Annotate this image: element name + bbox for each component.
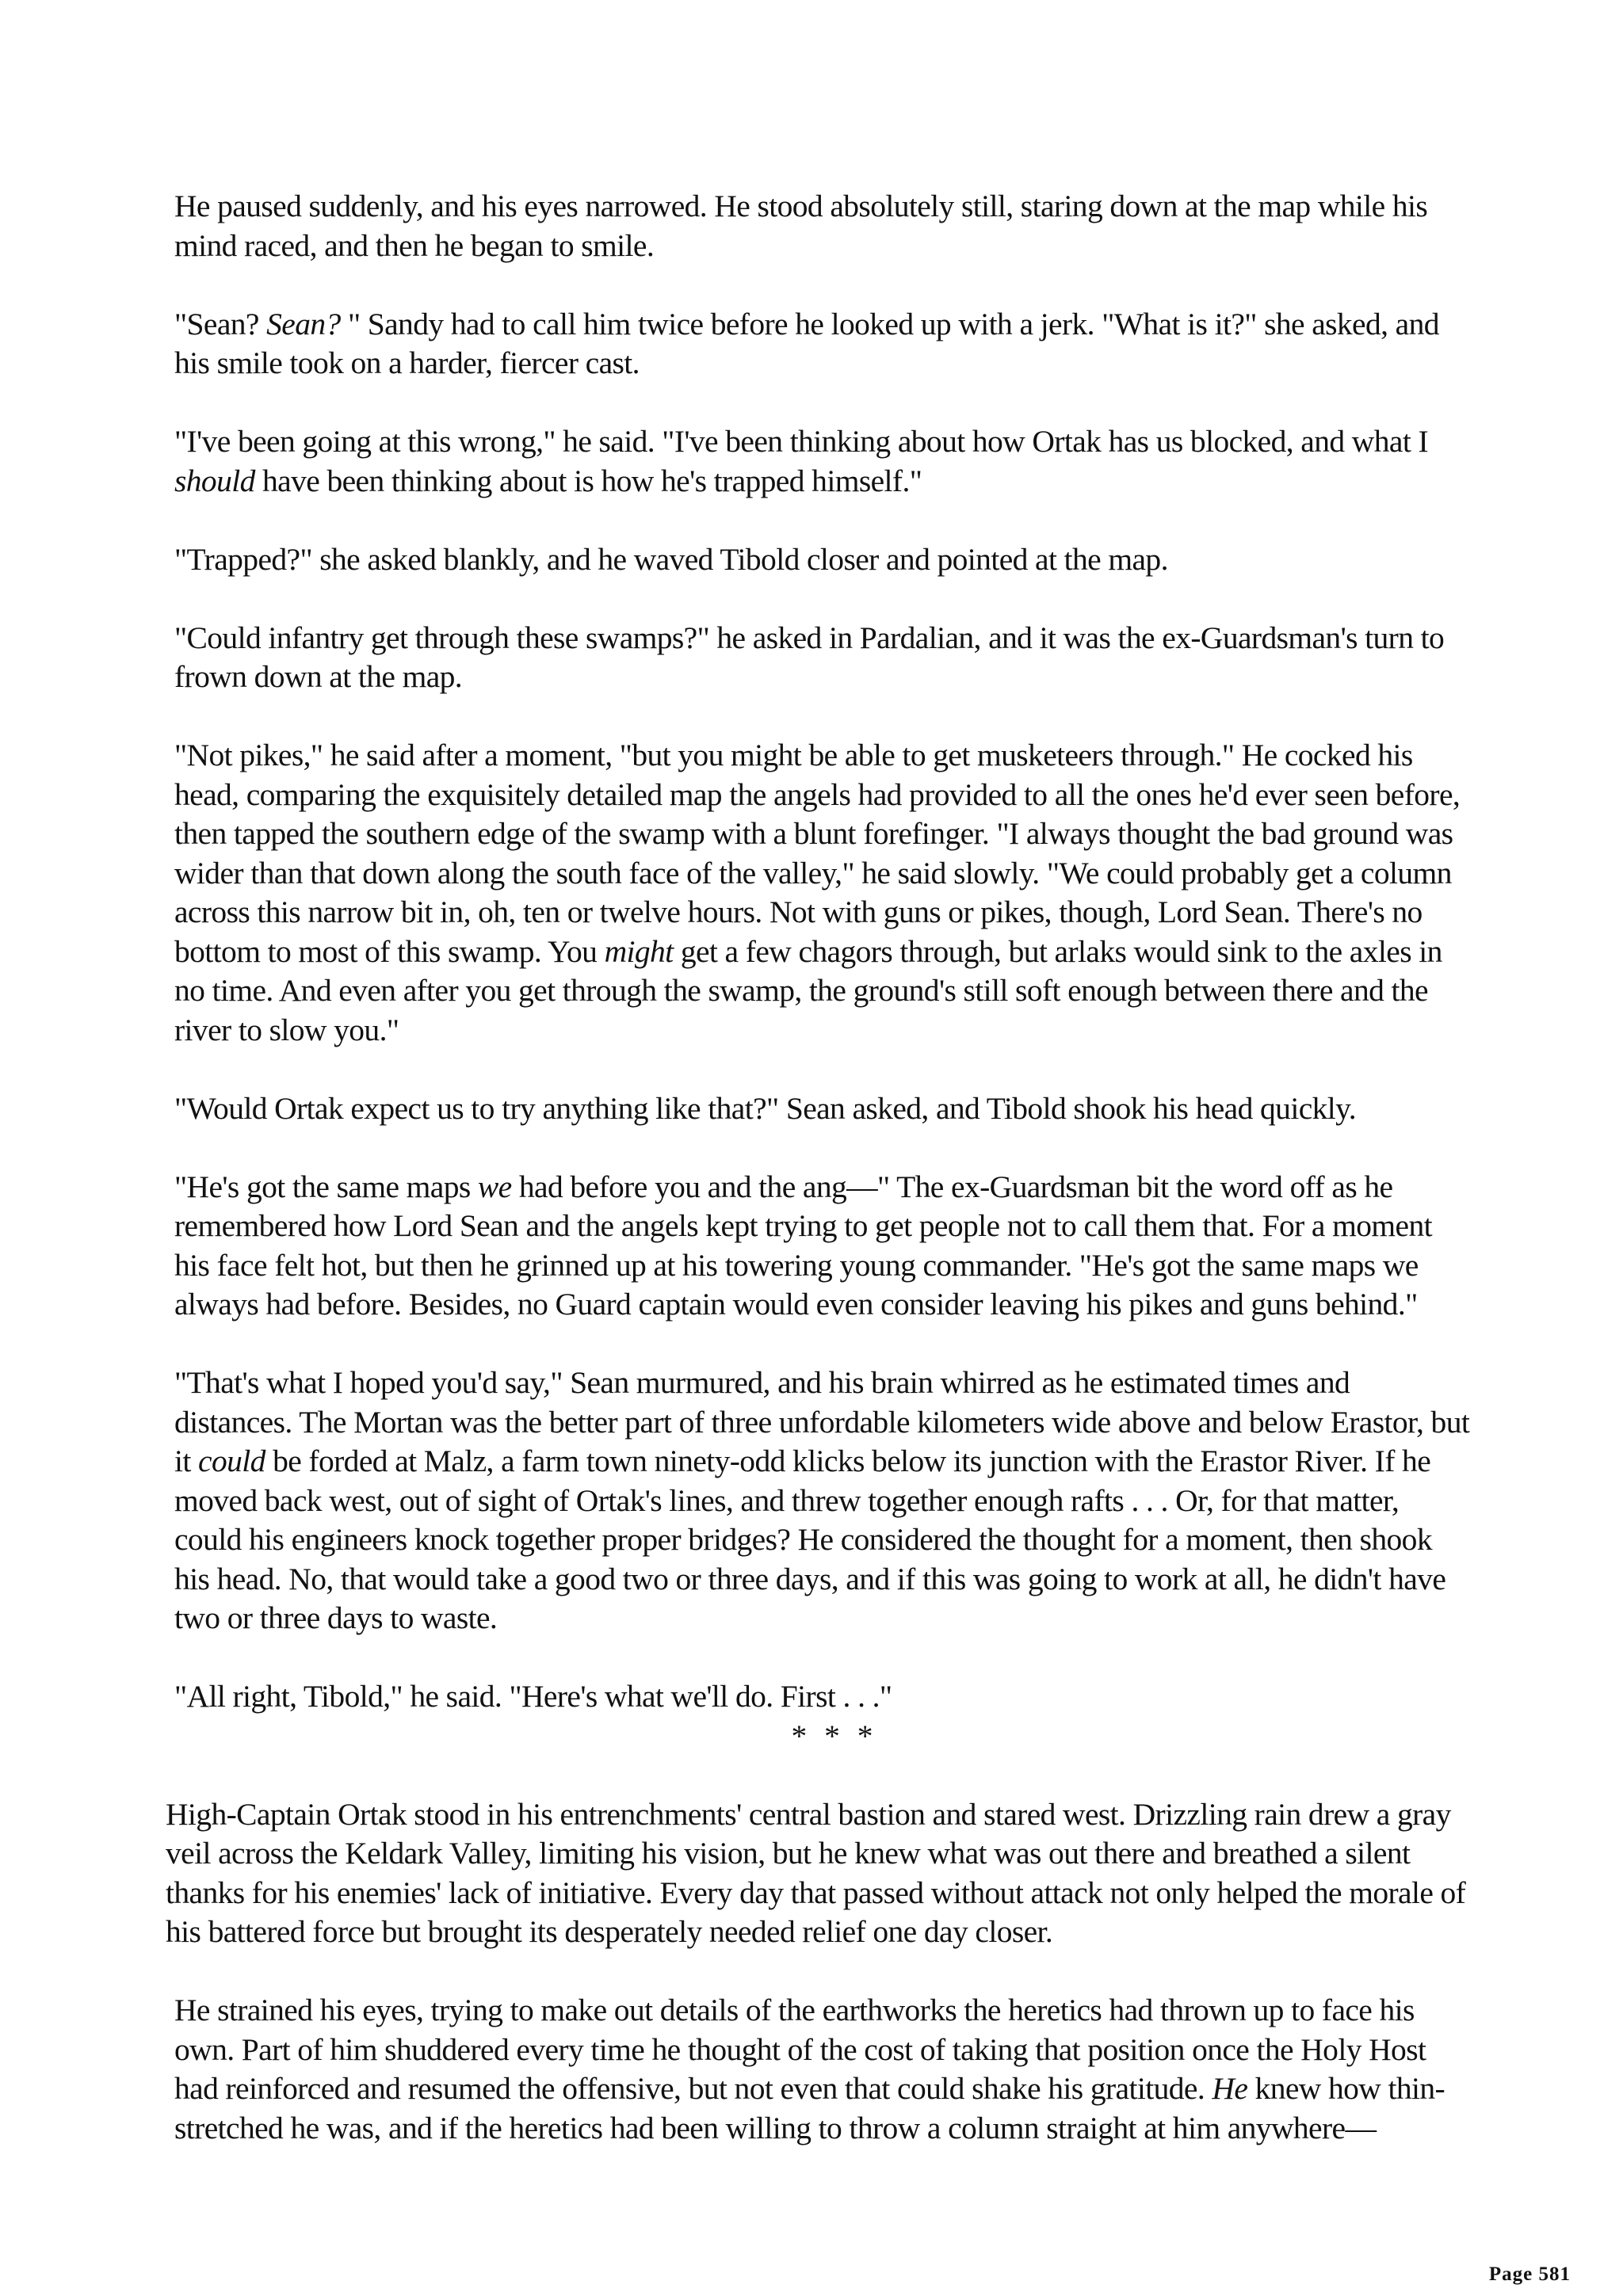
text-run: "That's what I hoped you'd say," Sean murmured, and his brain whirred as he estimated times and distances. The Mortan was the better part of three unfordable kilometers wide above and below Erastor, but it bbox=[174, 1365, 1470, 1478]
text-run: had before you and the ang—" The ex-Guardsman bit the word off as he remembered how Lord Sean and the angels kept trying to get people not to call them that. For a moment his face felt hot, but then he grinned up at his towering young commander. "He's got the same maps we always had before. Besides, no Guard captain would even consider leaving his pikes and guns behind." bbox=[174, 1169, 1432, 1322]
text-run: knew how thin-stretched he was, and if the heretics had been willing to throw a column straight at him anywhere— bbox=[174, 2071, 1445, 2145]
text-run: "Would Ortak expect us to try anything like that?" Sean asked, and Tibold shook his head quickly. bbox=[174, 1090, 1357, 1126]
text-run: "Sean? bbox=[174, 306, 267, 341]
paragraph bbox=[166, 1677, 1472, 1717]
italic-text: He bbox=[1212, 2071, 1248, 2106]
paragraph bbox=[166, 540, 1472, 580]
paragraph bbox=[166, 736, 1472, 1050]
text-run: " Sandy had to call him twice before he looked up with a jerk. "What is it?" she asked, and his smile took on a harder, fiercer cast. bbox=[174, 306, 1439, 380]
section-after-break bbox=[166, 1795, 1472, 2149]
text-run: "Trapped?" she asked blankly, and he waved Tibold closer and pointed at the map. bbox=[174, 541, 1168, 577]
italic-text: Sean? bbox=[266, 306, 341, 341]
paragraph bbox=[166, 422, 1472, 501]
paragraph bbox=[166, 1795, 1472, 1952]
italic-text: should bbox=[174, 463, 255, 498]
text-run: He strained his eyes, trying to make out details of the earthworks the heretics had thrown up to face his own. Part of him shuddered every time he thought of the cost of taking that position once the Holy Host had reinforced and resumed the offensive, but not even that could shake his gratitude. bbox=[174, 1993, 1426, 2106]
text-run: "All right, Tibold," he said. "Here's what we'll do. First . . ." bbox=[174, 1679, 892, 1714]
page-number: Page 581 bbox=[1488, 2264, 1571, 2285]
text-run: "He's got the same maps bbox=[174, 1169, 478, 1204]
text-run: "Could infantry get through these swamps?" he asked in Pardalian, and it was the ex-Guardsman's turn to frown down at the map. bbox=[174, 620, 1445, 694]
paragraph bbox=[166, 305, 1472, 383]
page-body bbox=[166, 187, 1472, 2187]
text-run: be forded at Malz, a farm town ninety-odd klicks below its junction with the Erastor River. If he moved back west, out of sight of Ortak's lines, and threw together enough rafts . . . Or, for that matter, could his engineers knock together proper bridges? He considered the thought for a moment, then shook his head. No, that would take a good two or three days, and if this was going to work at all, he didn't have two or three days to waste. bbox=[174, 1444, 1446, 1635]
text-run: He paused suddenly, and his eyes narrowed. He stood absolutely still, staring down at the map while his mind raced, and then he began to smile. bbox=[174, 189, 1428, 263]
italic-text: could bbox=[198, 1444, 265, 1478]
scene-break: * * * bbox=[791, 1718, 878, 1753]
paragraph bbox=[166, 1089, 1472, 1129]
italic-text: we bbox=[477, 1169, 512, 1204]
text-run: get a few chagors through, but arlaks would sink to the axles in no time. And even after you get through the swamp, the ground's still soft enough between there and the river to slow you." bbox=[174, 933, 1442, 1047]
italic-text: might bbox=[604, 933, 674, 969]
section-before-break bbox=[166, 187, 1472, 1717]
text-run: "I've been going at this wrong," he said. "I've been thinking about how Ortak has us blocked, and what I bbox=[174, 424, 1429, 459]
paragraph bbox=[166, 1991, 1472, 2148]
paragraph bbox=[166, 619, 1472, 697]
paragraph bbox=[166, 1363, 1472, 1638]
text-run: have been thinking about is how he's trapped himself." bbox=[254, 463, 922, 498]
paragraph bbox=[166, 1168, 1472, 1325]
paragraph bbox=[166, 187, 1472, 265]
text-run: High-Captain Ortak stood in his entrenchments' central bastion and stared west. Drizzling rain drew a gray veil across the Keldark Valley, limiting his vision, but he knew what was out there and breathed a silent thanks for his enemies' lack of initiative. Every day that passed without attack not only helped the morale of his battered force but brought its desperately needed relief one day closer. bbox=[166, 1796, 1466, 1949]
text-run: "Not pikes," he said after a moment, "but you might be able to get musketeers through." He cocked his head, comparing the exquisitely detailed map the angels had provided to all the ones he'd ever seen before, then tapped the southern edge of the swamp with a blunt forefinger. "I always thought the bad ground was wider than that down along the south face of the valley," he said slowly. "We could probably get a column across this narrow bit in, oh, ten or twelve hours. Not with guns or pikes, though, Lord Sean. There's no bottom to most of this swamp. You bbox=[174, 738, 1461, 969]
